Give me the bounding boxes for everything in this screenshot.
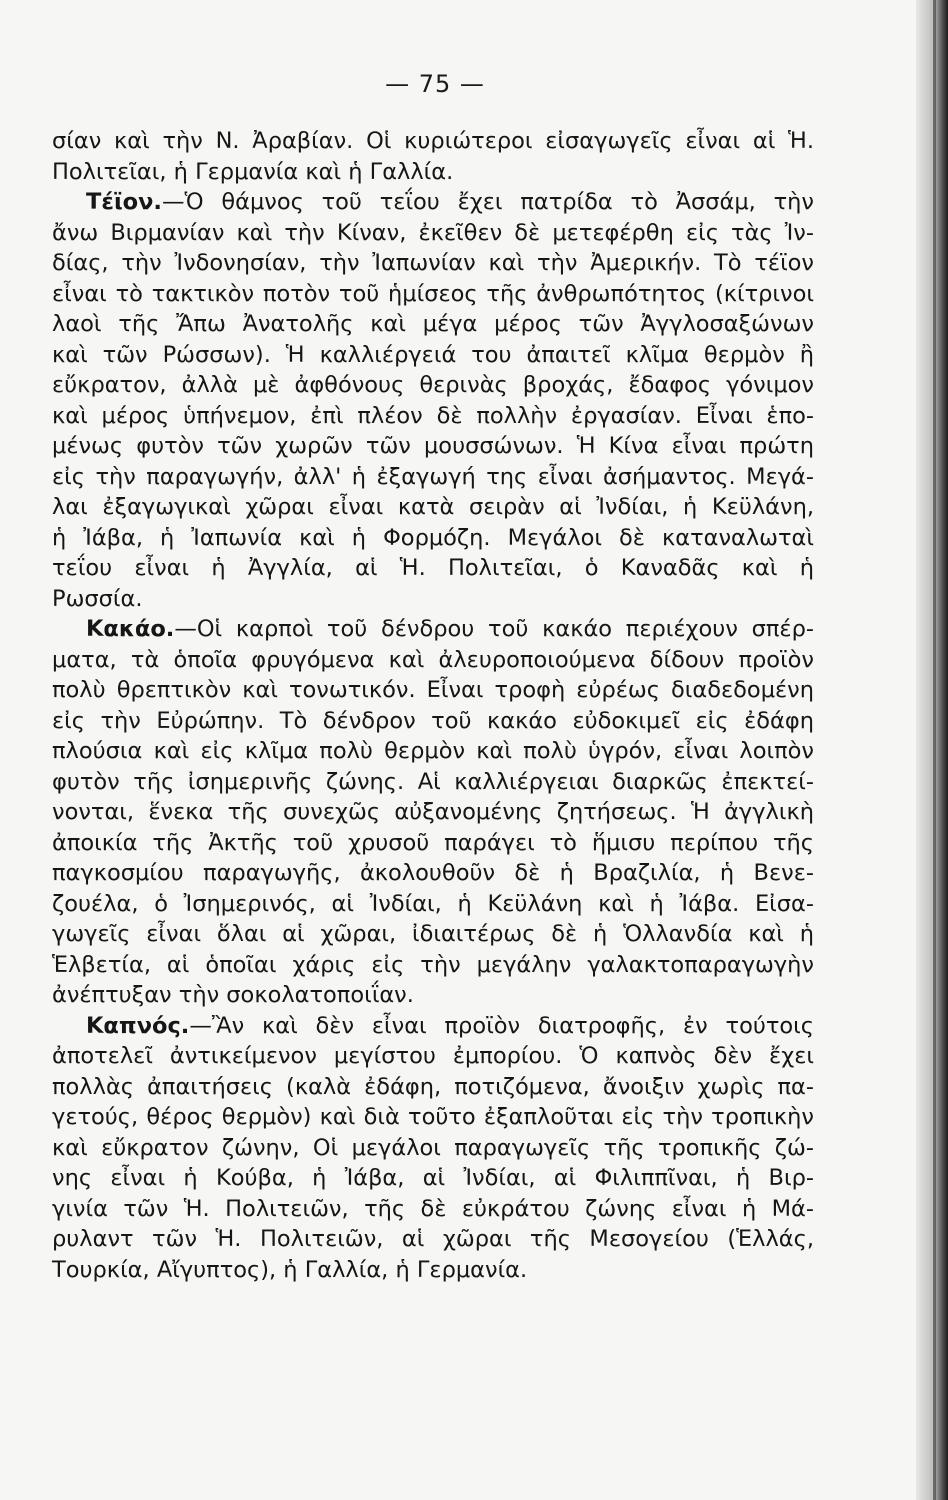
section-heading: Κακάο.: [86, 616, 175, 642]
line-text: εὔκρατον, ἀλλὰ μὲ ἀφθόνους θερινὰς βροχάς, ἔδαφος γόνιμον: [52, 372, 814, 398]
text-line: [52, 950, 814, 981]
line-text: ρυλαντ τῶν Ἡ. Πολιτειῶν, αἱ χῶραι τῆς Μεσογείου (Ἑλλάς,: [52, 1226, 814, 1252]
page-edge-shadow: [916, 0, 948, 1500]
line-text: καὶ τῶν Ρώσσων). Ἡ καλλιέργειά του ἀπαιτεῖ κλῖμα θερμὸν ἢ: [52, 341, 814, 368]
text-line: [52, 1102, 814, 1133]
line-text: Ἑλβετία, αἱ ὁποῖαι χάρις εἰς τὴν μεγάλην γαλακτοπαραγωγὴν: [52, 951, 814, 978]
text-line: [52, 889, 814, 920]
text-line: [52, 126, 814, 157]
line-text: λαι ἐξαγωγικαὶ χῶραι εἶναι κατὰ σειρὰν αἱ Ἰνδίαι, ἡ Κεϋλάνη,: [52, 494, 814, 520]
line-text: μένως φυτὸν τῶν χωρῶν τῶν μουσσώνων. Ἡ Κίνα εἶναι πρώτη: [52, 433, 814, 459]
line-text: καὶ εὔκρατον ζώνην, Οἱ μεγάλοι παραγωγεῖς τῆς τροπικῆς ζώ-: [52, 1134, 814, 1161]
line-text: τεΐου εἶναι ἡ Ἀγγλία, αἱ Ἡ. Πολιτεῖαι, ὁ Καναδᾶς καὶ ἡ: [52, 555, 814, 581]
text-line: [52, 980, 814, 1011]
line-text: εἰς τὴν Εὐρώπην. Τὸ δένδρον τοῦ κακάο εὐδοκιμεῖ εἰς ἐδάφη: [52, 707, 814, 734]
text-line: [52, 1194, 814, 1225]
section-heading: Καπνός.: [86, 1012, 190, 1039]
line-text: δίας, τὴν Ἰνδονησίαν, τὴν Ἰαπωνίαν καὶ τὴν Ἀμερικήν. Τὸ τέϊον: [52, 250, 814, 276]
line-text: πολλὰς ἀπαιτήσεις (καλὰ ἐδάφη, ποτιζόμενα, ἄνοιξιν χωρὶς πα-: [52, 1073, 814, 1100]
page-edge-line: [933, 0, 936, 1500]
text-line: [52, 584, 814, 615]
text-line: [52, 462, 814, 493]
line-text: ἀποτελεῖ ἀντικείμενον μεγίστου ἐμπορίου. Ὁ καπνὸς δὲν ἔχει: [52, 1043, 814, 1069]
line-text: —Οἱ καρποὶ τοῦ δένδρου τοῦ κακάο περιέχουν σπέρ-: [174, 616, 814, 642]
text-line: [52, 248, 814, 279]
text-line: [52, 706, 814, 737]
line-text: γετούς, θέρος θερμὸν) καὶ διὰ τοῦτο ἐξαπλοῦται εἰς τὴν τροπικὴν: [52, 1104, 814, 1130]
line-text: γωγεῖς εἶναι ὅλαι αἱ χῶραι, ἰδιαιτέρως δὲ ἡ Ὁλλανδία καὶ ἡ: [52, 921, 814, 947]
line-text: ἄνω Βιρμανίαν καὶ τὴν Κίναν, ἐκεῖθεν δὲ μετεφέρθη εἰς τὰς Ἰν-: [52, 219, 814, 246]
text-line: [52, 858, 814, 889]
line-text: ζουέλα, ὁ Ἰσημερινός, αἱ Ἰνδίαι, ἡ Κεϋλάνη καὶ ἡ Ἰάβα. Εἰσα-: [52, 890, 814, 917]
text-line: [52, 675, 814, 706]
section-heading-line: [52, 187, 814, 218]
line-text: παγκοσμίου παραγωγῆς, ἀκολουθοῦν δὲ ἡ Βραζιλία, ἡ Βενε-: [52, 860, 814, 886]
text-line: [52, 370, 814, 401]
line-text: Ρωσσία.: [52, 585, 143, 612]
text-line: [52, 1072, 814, 1103]
text-line: [52, 157, 814, 188]
text-line: [52, 767, 814, 798]
line-text: εἶναι τὸ τακτικὸν ποτὸν τοῦ ἡμίσεος τῆς ἀνθρωπότητος (κίτρινοι: [52, 280, 814, 307]
text-line: [52, 401, 814, 432]
text-line: [52, 279, 814, 310]
page-number: — 75 —: [385, 70, 485, 98]
text-line: [52, 1133, 814, 1164]
text-line: [52, 553, 814, 584]
line-text: λαοὶ τῆς Ἄπω Ἀνατολῆς καὶ μέγα μέρος τῶν Ἀγγλοσαξώνων: [52, 311, 814, 337]
line-text: καὶ μέρος ὑπήνεμον, ἐπὶ πλέον δὲ πολλὴν ἐργασίαν. Εἶναι ἑπο-: [52, 402, 814, 429]
section-heading-line: [52, 614, 814, 645]
line-text: ἡ Ἰάβα, ἡ Ἰαπωνία καὶ ἡ Φορμόζη. Μεγάλοι δὲ καταναλωταὶ: [52, 524, 814, 551]
text-line: [52, 218, 814, 249]
line-text: —Ἂν καὶ δὲν εἶναι προϊὸν διατροφῆς, ἐν τούτοις: [189, 1012, 814, 1039]
line-text: φυτὸν τῆς ἰσημερινῆς ζώνης. Αἱ καλλιέργειαι διαρκῶς ἐπεκτεί-: [52, 768, 814, 795]
line-text: ματα, τὰ ὁποῖα φρυγόμενα καὶ ἀλευροποιούμενα δίδουν προϊὸν: [52, 646, 814, 673]
section-heading-line: [52, 1011, 814, 1042]
line-text: νης εἶναι ἡ Κούβα, ἡ Ἰάβα, αἱ Ἰνδίαι, αἱ Φιλιππῖναι, ἡ Βιρ-: [52, 1165, 814, 1191]
line-text: Τουρκία, Αἴγυπτος), ἡ Γαλλία, ἡ Γερμανία.: [52, 1256, 528, 1283]
section-heading: Τέϊον.: [86, 189, 162, 215]
text-line: [52, 431, 814, 462]
line-text: ἀνέπτυξαν τὴν σοκολατοποιΐαν.: [52, 982, 414, 1008]
line-text: εἰς τὴν παραγωγήν, ἀλλ' ἡ ἐξαγωγή της εἶναι ἀσήμαντος. Μεγά-: [52, 463, 814, 490]
body-text: [52, 126, 814, 1285]
text-line: [52, 1255, 814, 1286]
text-line: [52, 1041, 814, 1072]
line-text: γινία τῶν Ἡ. Πολιτειῶν, τῆς δὲ εὐκράτου ζώνης εἶναι ἡ Μά-: [52, 1195, 814, 1222]
line-text: πολὺ θρεπτικὸν καὶ τονωτικόν. Εἶναι τροφὴ εὐρέως διαδεδομένη: [52, 677, 814, 703]
text-line: [52, 797, 814, 828]
line-text: νονται, ἕνεκα τῆς συνεχῶς αὐξανομένης ζητήσεως. Ἡ ἀγγλικὴ: [52, 799, 814, 825]
text-line: [52, 645, 814, 676]
text-line: [52, 919, 814, 950]
line-text: —Ὁ θάμνος τοῦ τεΐου ἔχει πατρίδα τὸ Ἀσσάμ, τὴν: [161, 189, 814, 215]
line-text: ἀποικία τῆς Ἀκτῆς τοῦ χρυσοῦ παράγει τὸ ἥμισυ περίπου τῆς: [52, 829, 814, 856]
line-text: Πολιτεῖαι, ἡ Γερμανία καὶ ἡ Γαλλία.: [52, 158, 454, 185]
text-line: [52, 828, 814, 859]
line-text: πλούσια καὶ εἰς κλῖμα πολὺ θερμὸν καὶ πολὺ ὑγρόν, εἶναι λοιπὸν: [52, 738, 814, 764]
text-line: [52, 736, 814, 767]
line-text: σίαν καὶ τὴν Ν. Ἀραβίαν. Οἱ κυριώτεροι εἰσαγωγεῖς εἶναι αἱ Ἡ.: [52, 128, 814, 154]
text-line: [52, 523, 814, 554]
text-line: [52, 1163, 814, 1194]
text-line: [52, 492, 814, 523]
text-line: [52, 309, 814, 340]
text-line: [52, 340, 814, 371]
text-line: [52, 1224, 814, 1255]
